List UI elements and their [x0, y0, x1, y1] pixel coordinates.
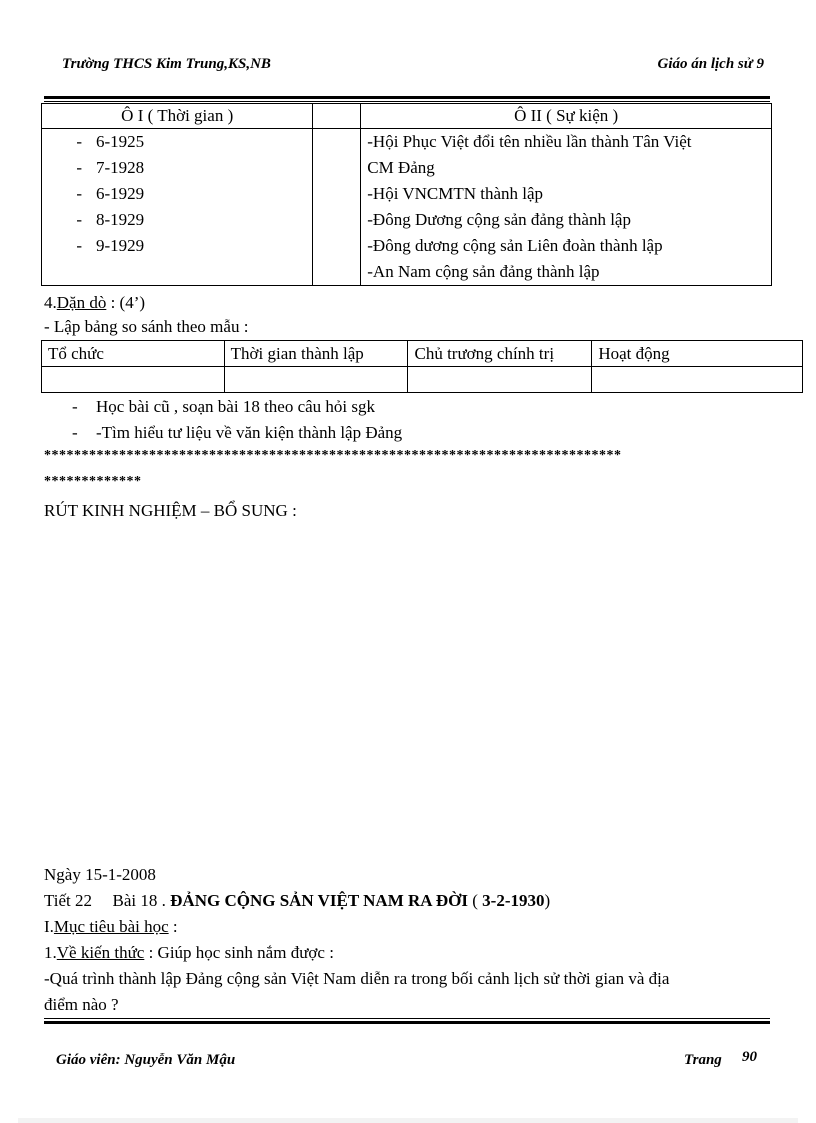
event-line: -An Nam cộng sản đảng thành lập	[367, 262, 600, 281]
knowledge-title: Về kiến thức	[56, 943, 145, 962]
time-cell	[42, 129, 313, 286]
event-line: -Đông dương cộng sản Liên đoàn thành lập	[367, 236, 663, 255]
homework-bullet: - -Tìm hiểu tư liệu về văn kiện thành lập Đảng	[72, 423, 403, 442]
time-row: - 7-1928	[76, 158, 145, 177]
footer-teacher: Giáo viên: Nguyễn Văn Mậu	[56, 1052, 236, 1068]
header-school: Trường THCS Kim Trung,KS,NB	[62, 56, 271, 72]
objectives-suffix: :	[168, 917, 178, 936]
empty-column-header	[313, 104, 361, 129]
page-bottom-shade	[18, 1118, 798, 1123]
header-rule-thin	[44, 101, 770, 102]
empty-cell	[313, 129, 361, 286]
homework-time: : (4’)	[106, 293, 146, 312]
time-value: 9-1929	[96, 236, 145, 255]
footer-rule-thick	[44, 1021, 770, 1024]
footer-page-number: 90	[742, 1049, 757, 1065]
separator-stars: *****************************************************************************	[44, 448, 622, 463]
time-value: 6-1925	[96, 132, 145, 151]
homework-bullet: - Học bài cũ , soạn bài 18 theo câu hỏi sgk	[72, 397, 376, 416]
time-row: - 6-1929	[76, 184, 145, 203]
comparison-header-activity: Hoạt động	[592, 341, 803, 367]
lesson-date: Ngày 15-1-2008	[44, 865, 156, 884]
comparison-header-org: Tổ chức	[42, 341, 225, 367]
comparison-header-policy: Chủ trương chính trị	[408, 341, 592, 367]
homework-bullet-text: -Tìm hiểu tư liệu về văn kiện thành lập Đảng	[96, 423, 403, 442]
comparison-table	[41, 340, 803, 393]
lesson-date-open: (	[468, 891, 483, 910]
lesson-founding-date: 3-2-1930	[482, 891, 545, 910]
event-cell	[361, 129, 772, 286]
homework-bullet-text: Học bài cũ , soạn bài 18 theo câu hỏi sgk	[96, 397, 376, 416]
knowledge-suffix: : Giúp học sinh nắm được :	[144, 943, 334, 962]
time-row: - 6-1925	[76, 132, 145, 151]
comparison-empty-cell	[42, 367, 225, 393]
time-row: - 8-1929	[76, 210, 145, 229]
lesson-number: Bài 18 .	[112, 891, 166, 910]
objectives-prefix: I.	[44, 917, 54, 936]
lesson-period: Tiết 22	[44, 891, 93, 910]
time-value: 6-1929	[96, 184, 145, 203]
content-line: điểm nào ?	[44, 995, 119, 1014]
homework-heading	[44, 290, 145, 316]
event-line: -Hội VNCMTN thành lập	[367, 184, 544, 203]
header-rule-thick	[44, 96, 770, 99]
event-line: CM Đảng	[367, 158, 435, 177]
lesson-date-close: )	[544, 891, 551, 910]
content-line: -Quá trình thành lập Đảng cộng sản Việt Nam diễn ra trong bối cảnh lịch sử thời gian và địa	[44, 969, 670, 988]
time-column-header: Ô I ( Thời gian )	[42, 104, 313, 129]
time-value: 7-1928	[96, 158, 145, 177]
comparison-empty-cell	[592, 367, 803, 393]
review-title: RÚT KINH NGHIỆM – BỔ SUNG :	[44, 501, 297, 520]
timeline-table	[41, 103, 772, 286]
objectives-title: Mục tiêu bài học	[53, 917, 169, 936]
lesson-title: ĐẢNG CỘNG SẢN VIỆT NAM RA ĐỜI	[170, 891, 468, 910]
time-row: - 9-1929	[76, 236, 145, 255]
knowledge-heading	[44, 940, 334, 966]
comparison-header-time: Thời gian thành lập	[224, 341, 408, 367]
time-value: 8-1929	[96, 210, 145, 229]
footer-page-label: Trang	[684, 1052, 722, 1068]
knowledge-prefix: 1.	[44, 943, 57, 962]
homework-instruction: - Lập bảng so sánh theo mẫu :	[44, 317, 249, 336]
comparison-empty-cell	[408, 367, 592, 393]
event-line: -Hội Phục Việt đổi tên nhiều lần thành Tân Việt	[367, 132, 692, 151]
homework-title: Dặn dò	[56, 293, 107, 312]
event-line: -Đông Dương cộng sản đảng thành lập	[367, 210, 631, 229]
footer-rule-thin	[44, 1018, 770, 1019]
homework-number: 4.	[44, 293, 57, 312]
objectives-heading	[44, 914, 178, 940]
header-subject: Giáo án lịch sử 9	[657, 56, 764, 72]
event-column-header: Ô II ( Sự kiện )	[361, 104, 772, 129]
separator-stars: *************	[44, 474, 142, 489]
lesson-heading	[44, 888, 550, 914]
comparison-empty-cell	[224, 367, 408, 393]
